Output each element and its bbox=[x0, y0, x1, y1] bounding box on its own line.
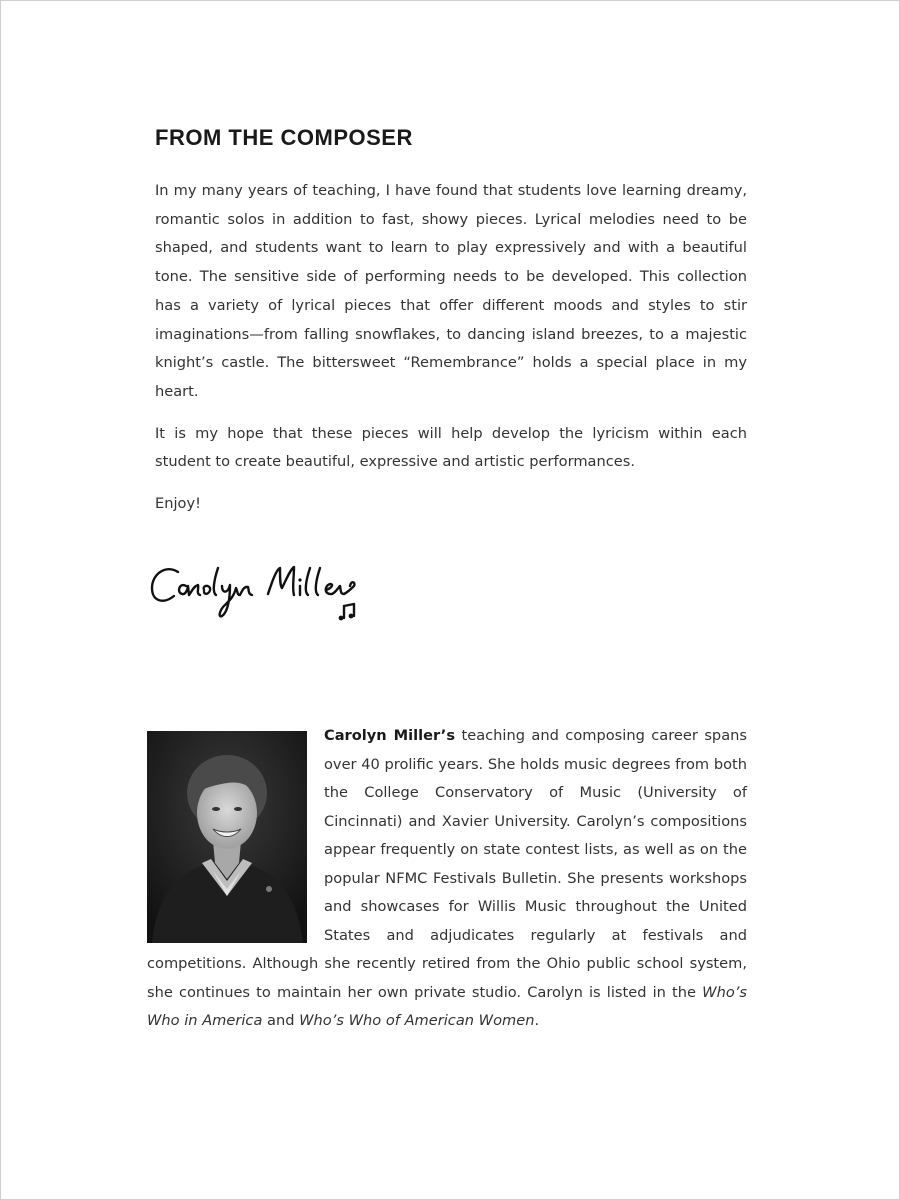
composer-letter bbox=[155, 177, 747, 532]
bio-text-3: . bbox=[534, 1012, 540, 1029]
bio-text-2: and bbox=[262, 1012, 300, 1029]
composer-signature bbox=[148, 558, 388, 630]
page-title: FROM THE COMPOSER bbox=[155, 125, 413, 150]
letter-paragraph-2: It is my hope that these pieces will help develop the lyricism within each student to create beautiful, expressive and artistic performances. bbox=[155, 424, 747, 471]
composer-bio bbox=[147, 722, 747, 1036]
bio-name: Carolyn Miller’s bbox=[324, 727, 456, 744]
bio-text: teaching and composing career spans over 40 prolific years. She holds music degrees from both the College Conservatory of Music (University of Cincinnati) and Xavier University. Carolyn’s compositions appear frequently on state contest lists, as well as on the popular NFMC Festivals Bulletin. She presents workshops and showcases for Willis Music throughout the United States and adjudicates regularly at festivals and competitions. Although she recently retired from the Ohio public school system, she continues to maintain her own private studio. Carolyn is listed in the bbox=[147, 727, 747, 1001]
bio-title-2: Who’s Who of American Women bbox=[299, 1012, 535, 1029]
bio-title-1: Who’s Who in America bbox=[147, 983, 747, 1029]
letter-closing: Enjoy! bbox=[155, 495, 201, 513]
letter-paragraph-1: In my many years of teaching, I have found that students love learning dreamy, romantic solos in addition to fast, showy pieces. Lyrical melodies need to be shaped, and students want to learn to play expressively and with a beautiful tone. The sensitive side of performing needs to be developed. This collection has a variety of lyrical pieces that offer different moods and styles to stir imaginations—from falling snowflakes, to dancing island breezes, to a majestic knight’s castle. The bittersweet “Remembrance” holds a special place in my heart. bbox=[155, 182, 747, 400]
photo-spacer bbox=[147, 722, 307, 948]
